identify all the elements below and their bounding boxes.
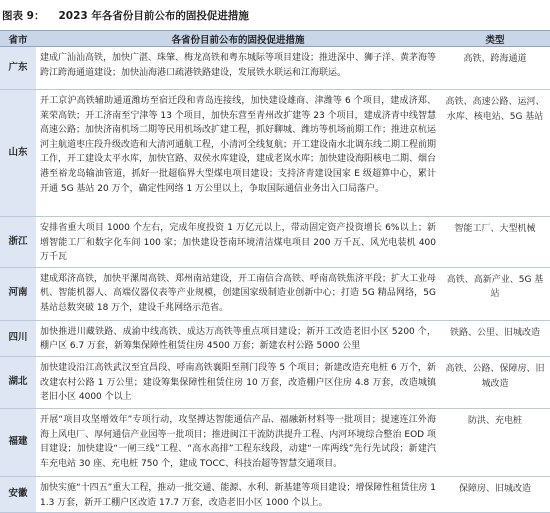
type-cell: 防洪、充电桩 bbox=[440, 408, 550, 476]
type-cell: 高铁、高速公路、运河、水库、核电站、5G 基站 bbox=[440, 90, 550, 217]
province-cell: 安徽 bbox=[0, 476, 36, 512]
measures-cell: 安排省重大项目 1000 个左右，完成年度投资 1 万亿元以上，带动固定资产投资增长 6%以上；新增智能工厂和数字化车间 100 家；加快建设苍南环境清洁煤电项目 200 万千瓦、风光电装机 400 万千瓦 bbox=[36, 217, 440, 268]
table-row bbox=[0, 476, 550, 512]
figure-label: 图表 9： bbox=[2, 10, 45, 22]
province-cell: 湖北 bbox=[0, 356, 36, 408]
type-cell: 高铁、跨海通道 bbox=[440, 47, 550, 90]
measures-cell: 开展“项目攻坚增效年”专项行动，攻坚搏达智能通信产品、福融新材料等一批项目；提速连江外海海上风电厂、厚何通信产业园等一批项目；推进闽江干流防洪提升工程、内河环境综合整治 EOD 项目建设；加快建设“一闸三线”工程、“高水高排”工程东线段，动建“一库两线”先行先试段；新建汽车充电站 30 座、充电桩 750 个，建成 TOCC、科技治超等智慧交通项目。 bbox=[36, 408, 440, 476]
province-cell: 河南 bbox=[0, 267, 36, 320]
header-type: 类型 bbox=[440, 31, 550, 47]
province-cell: 四川 bbox=[0, 320, 36, 356]
type-cell: 高铁、高新产业、5G 基站 bbox=[440, 267, 550, 320]
measures-cell: 开工京沪高铁辅助通道潍坊至宿迁段和青岛连接线，加快建设雄商、津潍等 6 个项目，建成济郑、莱荣高铁；开工济南至宁津等 13 个项目，加快东营至青州改扩建等 23 个项目，建成济青中线智慧高速公路；加快济南机场二期等民用机场改扩建工程，抓好聊城、潍坊等机场前期工作；推进京杭运河主航道枣庄段升级改造和大清河通航工程，小清河全线复航；开工建设南水北调东线二期工程前期工作，开工建设太平水库，加快官路、双侯水库建设，建成老岚水库；加快建设海阳核电二期、烟台港至裕龙岛输油管道，抓好一批超临界大型煤电项目建设；支持济青建设国家 E 级超算中心，累计开通 5G 基站 20 万个，确定性网络 1 万公里以上，争取国际通信业务出入口局落户。 bbox=[36, 90, 440, 217]
table-row bbox=[0, 408, 550, 476]
table-row bbox=[0, 267, 550, 320]
measures-cell: 建成郑济高铁，加快平漯周高铁、郑州南站建设，开工南信合高铁、呼南高铁焦济平段；扩大工业母机、智能机器人、高端仪器仪表等产业规模，创建国家级制造业创新中心；打造 5G 精品网络，5G 基站总数突破 18 万个，建设千兆网络示范省。 bbox=[36, 267, 440, 320]
figure-title: 2023 年各省份目前公布的固投促进措施 bbox=[58, 10, 249, 22]
measures-cell: 建成广汕汕高铁，加快广湛、珠肇、梅龙高铁和粤东城际等项目建设；推进深中、狮子洋、黄茅海等跨江跨海通道建设；加快汕海港口疏港铁路建设，发展铁水联运和江海联运。 bbox=[36, 47, 440, 90]
type-cell: 智能工厂、大型机械 bbox=[440, 217, 550, 268]
header-row bbox=[0, 31, 550, 47]
measures-cell: 加快建设沿江高铁武汉至宜昌段、呼南高铁襄阳至荆门段等 5 个项目；新建改造充电桩 6 万个，新改建农村公路 1 万公里；建设筹集保障性租赁住房 10 万套，改造棚户区住房 4.8 万套，改造城镇老旧小区 4000 个以上 bbox=[36, 356, 440, 408]
table-row bbox=[0, 320, 550, 356]
measures-cell: 加快推进川藏铁路、成渝中线高铁、成达万高铁等重点项目建设；新开工改造老旧小区 5200 个，棚户区 6.7 万套，新筹集保障性租赁住房 4500 万套；新建农村公路 5000 公里 bbox=[36, 320, 440, 356]
province-cell: 福建 bbox=[0, 408, 36, 476]
table-row bbox=[0, 90, 550, 217]
province-cell: 广东 bbox=[0, 47, 36, 90]
table-row bbox=[0, 217, 550, 268]
province-cell: 浙江 bbox=[0, 217, 36, 268]
type-cell: 高铁、公路、保障房、旧城改造 bbox=[440, 356, 550, 408]
header-province: 省市 bbox=[0, 31, 36, 47]
header-measures: 各省份目前公布的固投促进措施 bbox=[36, 31, 440, 47]
figure-caption bbox=[0, 0, 550, 30]
province-cell: 山东 bbox=[0, 90, 36, 217]
table-row bbox=[0, 47, 550, 90]
measures-table bbox=[0, 30, 550, 513]
measures-cell: 加快实施“十四五”重大工程，推动一批交通、能源、水利、新基建等项目建设；增保障性租赁住房 11.3 万套，新开工棚户区改造 17.7 万套，改造老旧小区 1000 个以上。 bbox=[36, 476, 440, 512]
table-row bbox=[0, 356, 550, 408]
type-cell: 铁路、公里、旧城改造 bbox=[440, 320, 550, 356]
type-cell: 保障房、旧城改造 bbox=[440, 476, 550, 512]
